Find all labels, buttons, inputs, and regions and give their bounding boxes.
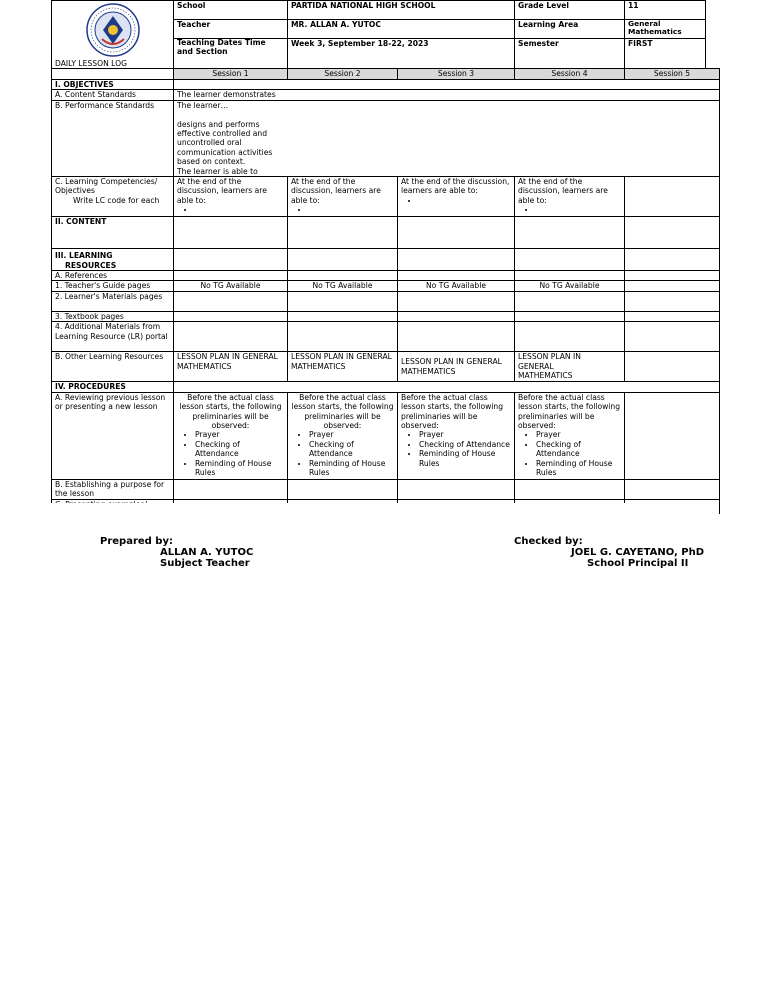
- references-label: A. References: [52, 271, 174, 281]
- lm-pages-label: 2. Learner's Materials pages: [52, 291, 174, 311]
- log-title: DAILY LESSON LOG: [55, 59, 127, 68]
- performance-standards-cell: [174, 101, 720, 177]
- reviewing-label: A. Reviewing previous lesson or presenting a new lesson: [52, 392, 174, 479]
- performance-standards-label: B. Performance Standards: [52, 101, 174, 177]
- teacher-label: Teacher: [174, 20, 288, 39]
- teacher-value: MR. ALLAN A. YUTOC: [288, 20, 515, 39]
- learning-resources-heading: III. LEARNING RESOURCES: [52, 249, 174, 271]
- grade-label: Grade Level: [515, 1, 625, 20]
- prelim-session-4: Before the actual class lesson starts, the following preliminaries will be observed: • Prayer • Checking of Attendance • Reminding of House Rules: [515, 392, 625, 479]
- deped-seal-icon: [86, 3, 140, 57]
- competency-session-1: At the end of the discussion, learners are able to: •: [174, 177, 288, 217]
- semester-value: FIRST: [625, 39, 706, 69]
- content-heading: II. CONTENT: [52, 217, 174, 249]
- session-2-header: Session 2: [288, 69, 398, 79]
- checked-by-label: Checked by:: [514, 536, 583, 547]
- competencies-sub-label: Write LC code for each: [73, 195, 160, 205]
- session-1-header: Session 1: [174, 69, 288, 79]
- performance-line-3: The learner is able to: [177, 166, 258, 176]
- daily-lesson-log-sheet: [51, 0, 719, 514]
- procedures-heading: IV. PROCEDURES: [52, 382, 174, 392]
- lesson-log-table: [51, 0, 720, 514]
- prepared-by-title: Subject Teacher: [160, 558, 250, 569]
- prelim-session-2: Before the actual class lesson starts, the following preliminaries will be observed: • Prayer • Checking of Attendance • Reminding of House Rules: [288, 392, 398, 479]
- content-standards-label: A. Content Standards: [52, 90, 174, 101]
- page-cutoff: [51, 503, 719, 515]
- content-standards-text: The learner demonstrates: [174, 90, 720, 101]
- area-value: General Mathematics: [625, 20, 706, 39]
- school-value: PARTIDA NATIONAL HIGH SCHOOL: [288, 1, 515, 20]
- logo-cell: [52, 1, 174, 69]
- competencies-label: C. Learning Competencies/ Objectives: [55, 177, 158, 196]
- other-resources-session-3: LESSON PLAN IN GENERAL MATHEMATICS: [398, 352, 515, 382]
- dates-value: Week 3, September 18-22, 2023: [288, 39, 515, 69]
- other-resources-session-4: LESSON PLAN IN GENERAL MATHEMATICS: [515, 352, 625, 382]
- competency-session-2: At the end of the discussion, learners are able to: •: [288, 177, 398, 217]
- competency-session-4: At the end of the discussion, learners are able to: •: [515, 177, 625, 217]
- purpose-label: B. Establishing a purpose for the lesson: [52, 479, 174, 499]
- semester-label: Semester: [515, 39, 625, 69]
- prepared-by-name: ALLAN A. YUTOC: [160, 547, 254, 558]
- session-5-header: Session 5: [625, 69, 720, 79]
- grade-value: 11: [625, 1, 706, 20]
- objectives-heading: I. OBJECTIVES: [52, 79, 174, 89]
- tg-pages-label: 1. Teacher's Guide pages: [52, 281, 174, 291]
- area-label: Learning Area: [515, 20, 625, 39]
- session-3-header: Session 3: [398, 69, 515, 79]
- prelim-session-1: Before the actual class lesson starts, the following preliminaries will be observed: • Prayer • Checking of Attendance • Reminding of House Rules: [174, 392, 288, 479]
- performance-line-2: designs and performs effective controlled and uncontrolled oral communication activities based on context.: [177, 119, 273, 167]
- textbook-pages-label: 3. Textbook pages: [52, 311, 174, 321]
- school-label: School: [174, 1, 288, 20]
- tg-session-2: No TG Available: [288, 281, 398, 291]
- session-4-header: Session 4: [515, 69, 625, 79]
- tg-session-1: No TG Available: [174, 281, 288, 291]
- other-resources-session-2: LESSON PLAN IN GENERAL MATHEMATICS: [288, 352, 398, 382]
- competency-session-3: At the end of the discussion, learners are able to: •: [398, 177, 515, 217]
- tg-session-4: No TG Available: [515, 281, 625, 291]
- checked-by-title: School Principal II: [587, 558, 689, 569]
- competencies-label-cell: [52, 177, 174, 217]
- prepared-by-label: Prepared by:: [100, 536, 173, 547]
- performance-line-1: The learner…: [177, 101, 229, 111]
- prelim-session-3: Before the actual class lesson starts, the following preliminaries will be observed: • Prayer • Checking of Attendance • Reminding of House Rules: [398, 392, 515, 479]
- dates-label: Teaching Dates Time and Section: [174, 39, 288, 69]
- other-resources-session-1: LESSON PLAN IN GENERAL MATHEMATICS: [174, 352, 288, 382]
- additional-materials-label: 4. Additional Materials from Learning Resource (LR) portal: [52, 322, 174, 352]
- other-resources-label: B. Other Learning Resources: [52, 352, 174, 382]
- checked-by-name: JOEL G. CAYETANO, PhD: [571, 547, 705, 558]
- tg-session-3: No TG Available: [398, 281, 515, 291]
